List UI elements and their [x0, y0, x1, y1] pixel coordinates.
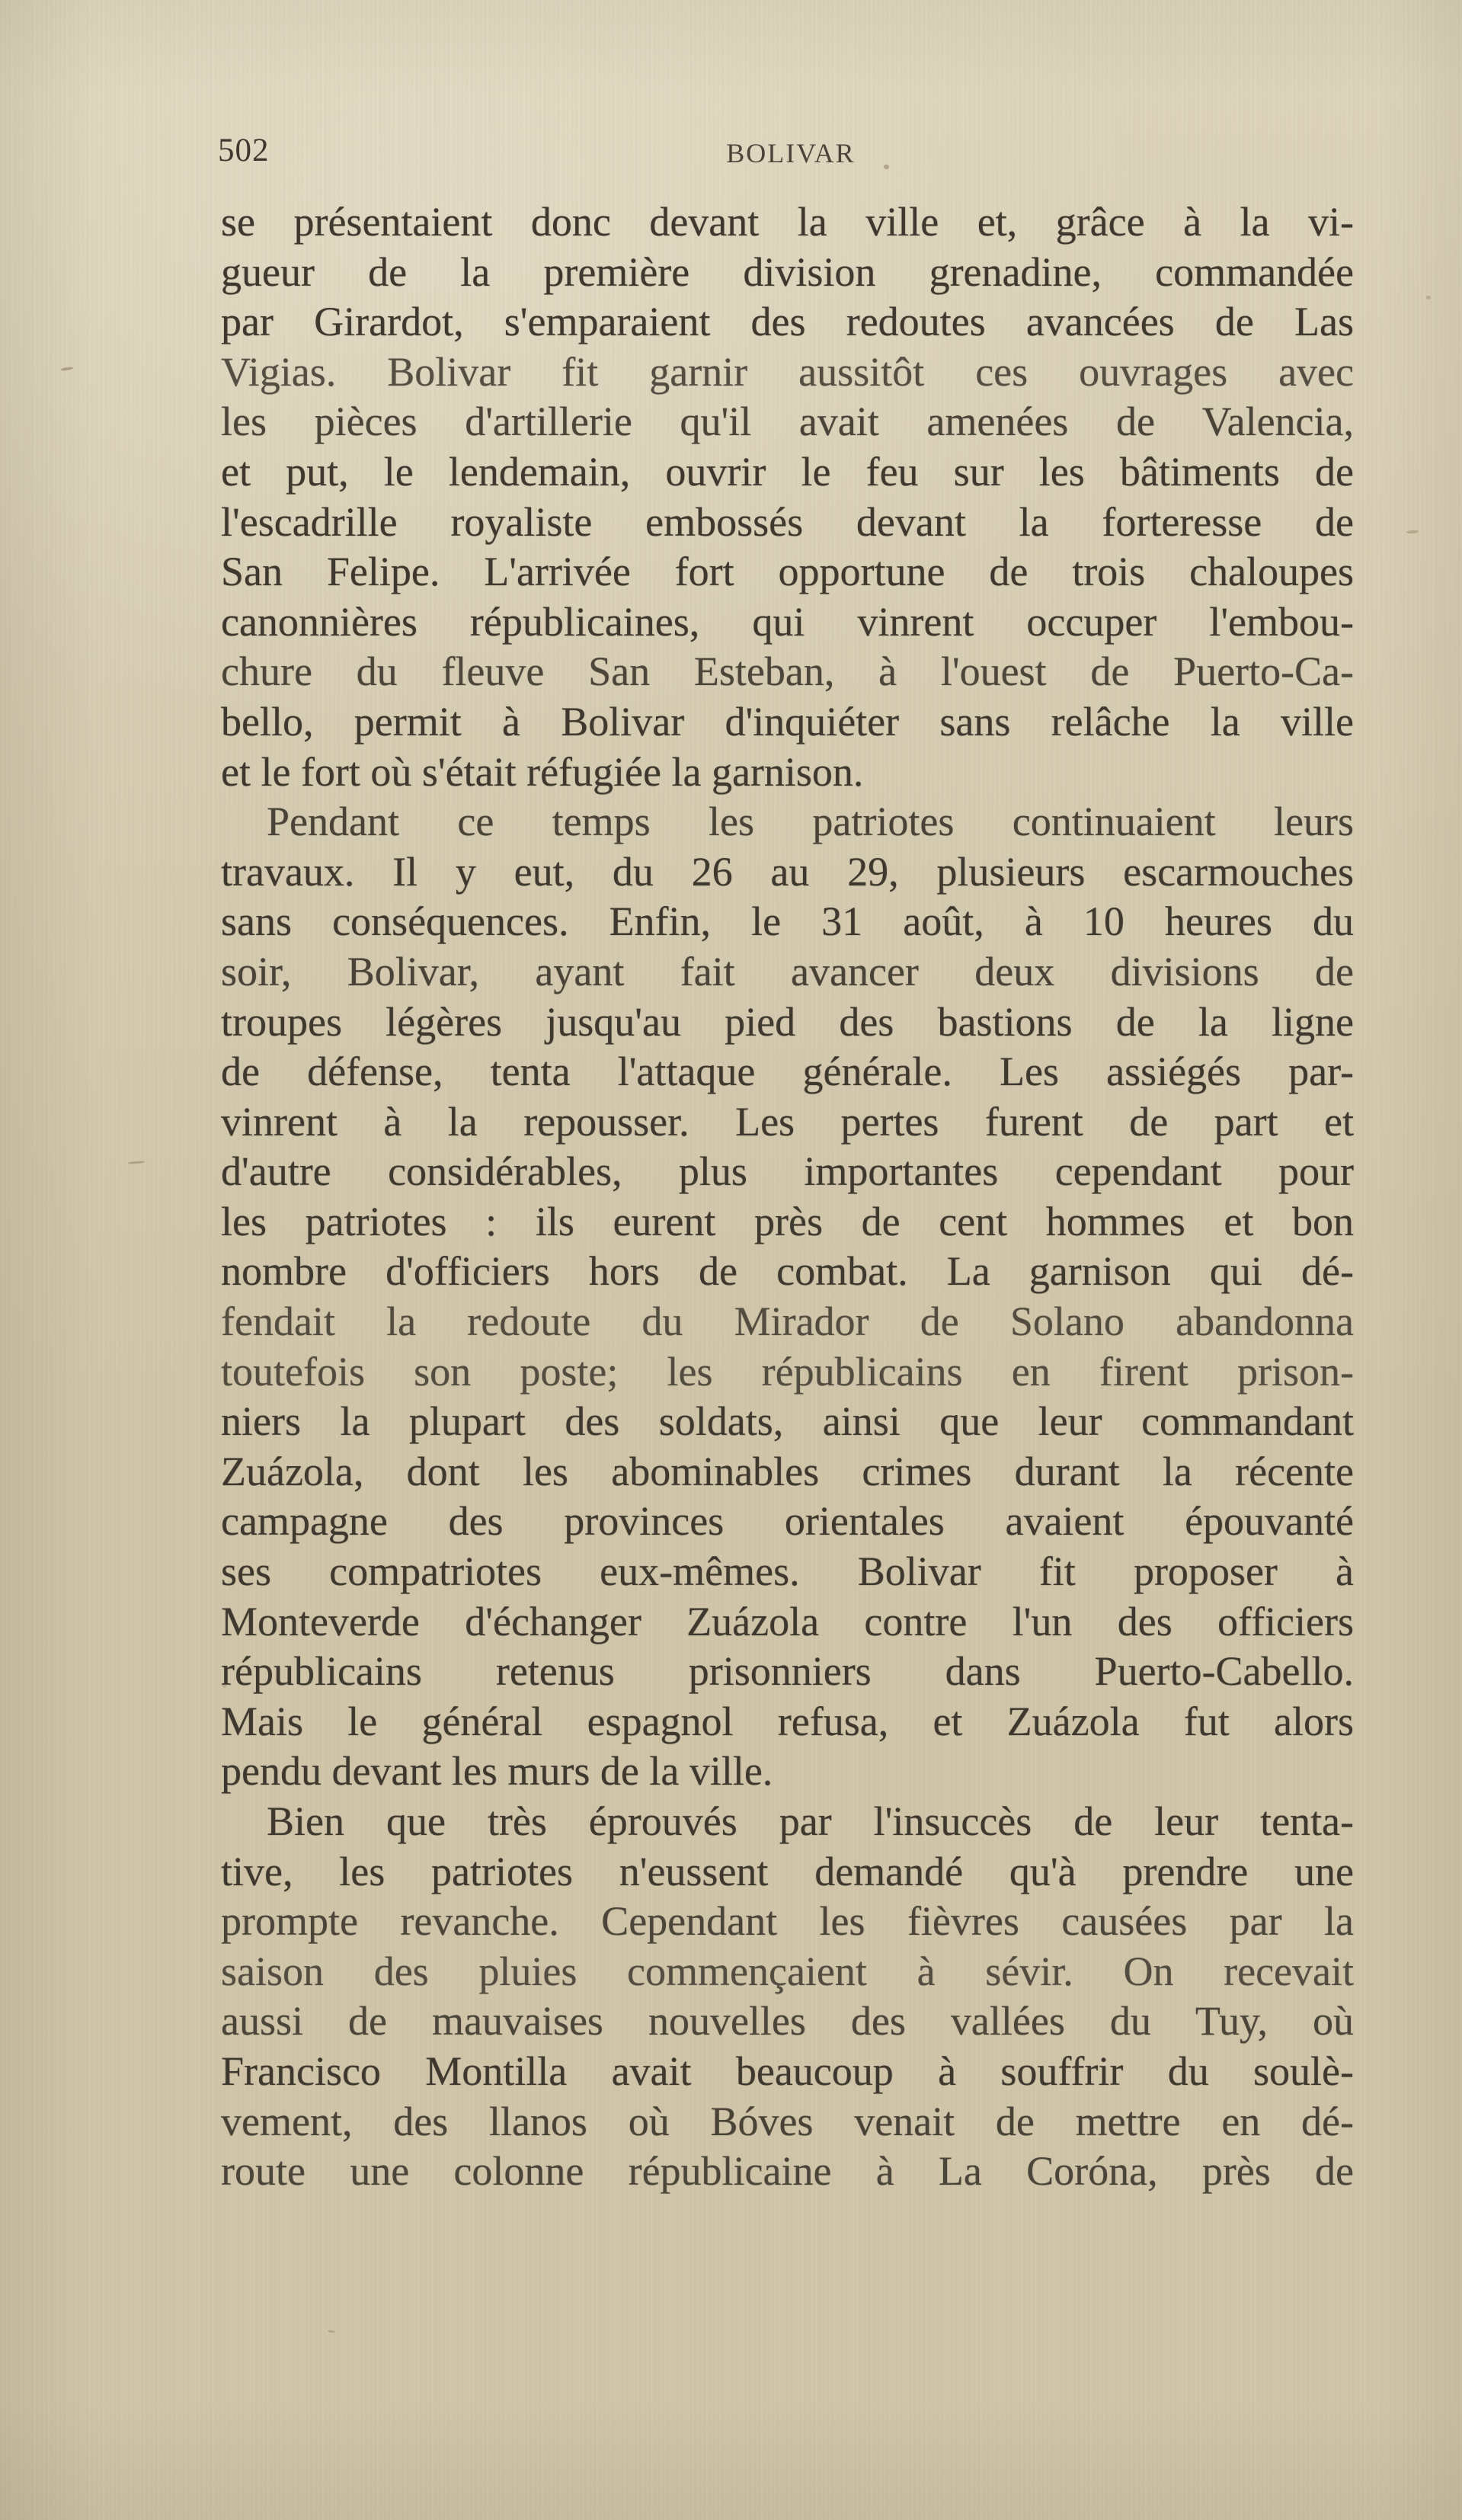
text-line: canonnières républicaines, qui vinrent occuper l'embou- [221, 598, 1354, 645]
text-line: gueur de la première division grenadine, commandée [221, 248, 1354, 295]
page-header [218, 133, 1354, 168]
text-line: aussi de mauvaises nouvelles des vallées du Tuy, où [221, 1998, 1354, 2044]
text-block [221, 197, 1354, 2197]
paper-speck [1406, 530, 1419, 533]
text-line: Mais le général espagnol refusa, et Zuázola fut alors [221, 1698, 1354, 1744]
paper-speck [61, 367, 73, 371]
text-line: tive, les patriotes n'eussent demandé qu'à prendre une [221, 1848, 1354, 1894]
paper-speck [128, 1161, 145, 1164]
text-line: route une colonne républicaine à La Coróna, près de [221, 2148, 1354, 2195]
text-line: San Felipe. L'arrivée fort opportune de trois chaloupes [221, 549, 1354, 595]
text-line: l'escadrille royaliste embossés devant la forteresse de [221, 498, 1354, 545]
page-number: 502 [218, 133, 270, 168]
paper-speck [1426, 296, 1431, 299]
running-title: BOLIVAR [726, 138, 856, 168]
text-line: Francisco Montilla avait beaucoup à souffrir du soulè- [221, 2048, 1354, 2094]
text-line: par Girardot, s'emparaient des redoutes avancées de Las [221, 299, 1354, 345]
text-line: bello, permit à Bolivar d'inquiéter sans relâche la ville [221, 698, 1354, 744]
text-line: les patriotes : ils eurent près de cent hommes et bon [221, 1198, 1354, 1244]
text-line: soir, Bolivar, ayant fait avancer deux divisions de [221, 948, 1354, 994]
text-line: vinrent à la repousser. Les pertes furent de part et [221, 1098, 1354, 1145]
text-line: se présentaient donc devant la ville et, grâce à la vi- [221, 199, 1354, 245]
text-line: Vigias. Bolivar fit garnir aussitôt ces ouvrages avec [221, 348, 1354, 395]
text-line: et put, le lendemain, ouvrir le feu sur les bâtiments de [221, 448, 1354, 495]
text-line: Zuázola, dont les abominables crimes durant la récente [221, 1448, 1354, 1494]
text-line: niers la plupart des soldats, ainsi que leur commandant [221, 1398, 1354, 1445]
text-line: de défense, tenta l'attaque générale. Les assiégés par- [221, 1049, 1354, 1095]
paper-speck [328, 2329, 335, 2333]
text-line: pendu devant les murs de la ville. [221, 1748, 773, 1795]
text-line: saison des pluies commençaient à sévir. On recevait [221, 1948, 1354, 1994]
text-line: Pendant ce temps les patriotes continuaient leurs [267, 799, 1354, 845]
text-line: campagne des provinces orientales avaient épouvanté [221, 1498, 1354, 1545]
text-line: troupes légères jusqu'au pied des bastions de la ligne [221, 998, 1354, 1045]
text-line: Bien que très éprouvés par l'insuccès de leur tenta- [267, 1798, 1354, 1844]
text-line: Monteverde d'échanger Zuázola contre l'un des officiers [221, 1598, 1354, 1644]
text-line: chure du fleuve San Esteban, à l'ouest de Puerto-Ca- [221, 648, 1354, 695]
text-line: d'autre considérables, plus importantes cependant pour [221, 1148, 1354, 1195]
text-line: les pièces d'artillerie qu'il avait amenées de Valencia, [221, 399, 1354, 445]
text-line: vement, des llanos où Bóves venait de mettre en dé- [221, 2098, 1354, 2144]
text-line: fendait la redoute du Mirador de Solano abandonna [221, 1298, 1354, 1345]
text-line: nombre d'officiers hors de combat. La garnison qui dé- [221, 1248, 1354, 1295]
text-line: travaux. Il y eut, du 26 au 29, plusieurs escarmouches [221, 848, 1354, 895]
text-line: sans conséquences. Enfin, le 31 août, à 10 heures du [221, 898, 1354, 945]
text-line: ses compatriotes eux-mêmes. Bolivar fit proposer à [221, 1548, 1354, 1595]
text-line: et le fort où s'était réfugiée la garnison. [221, 748, 864, 795]
text-line: prompte revanche. Cependant les fièvres causées par la [221, 1898, 1354, 1945]
text-line: toutefois son poste; les républicains en firent prison- [221, 1348, 1354, 1394]
text-line: républicains retenus prisonniers dans Puerto-Cabello. [221, 1648, 1354, 1695]
